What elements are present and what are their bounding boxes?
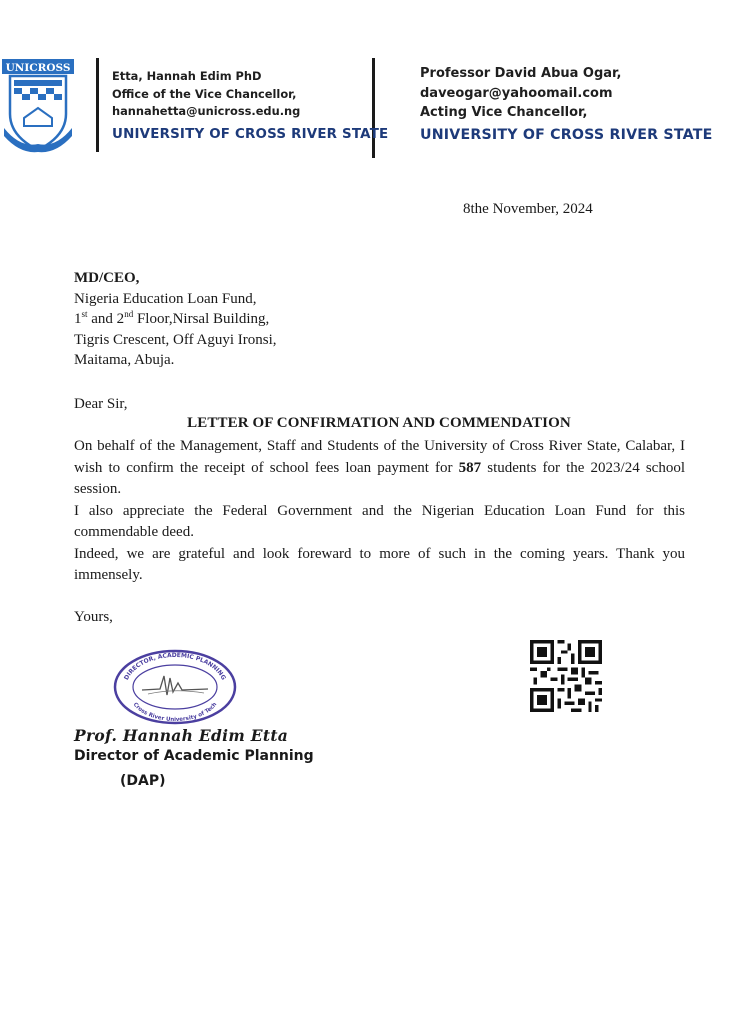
- p1-text-start: On behalf of the Management, Staff and Students of the University of Cross River State, Calabar, I wish to confirm the receipt of school fees loan payment for: [74, 438, 685, 476]
- student-count: 587: [458, 459, 482, 476]
- recipient-address: [74, 268, 277, 371]
- logo-text: UNICROSS: [5, 62, 71, 74]
- header-right-block: [420, 64, 712, 145]
- qr-code: [530, 640, 602, 712]
- floor-second: and 2: [87, 311, 125, 327]
- floor-building: Floor,Nirsal Building,: [133, 311, 270, 327]
- body-paragraph-3: Indeed, we are grateful and look foreward to more of such in the coming years. Thank you immensely.: [74, 545, 685, 583]
- signatory-name: Prof. Hannah Edim Etta: [74, 726, 289, 745]
- svg-text:Cross River University of Tech: [132, 702, 219, 723]
- p1-text-end: students for the 2023/24 school session.: [74, 459, 685, 497]
- left-university: UNIVERSITY OF CROSS RIVER STATE: [112, 126, 389, 142]
- svg-text:DIRECTOR, ACADEMIC PLANNING: [123, 652, 227, 681]
- signatory-abbreviation: (DAP): [120, 773, 166, 789]
- left-email: hannahetta@unicross.edu.ng: [112, 104, 301, 118]
- letter-body: [74, 436, 685, 587]
- right-email: daveogar@yahoomail.com: [420, 85, 613, 101]
- stamp-top-text: DIRECTOR, ACADEMIC PLANNING: [122, 651, 228, 682]
- university-logo: [0, 56, 78, 156]
- recipient-floor: [74, 309, 277, 330]
- header-left-block: [112, 68, 388, 143]
- body-paragraph-2: I also appreciate the Federal Government and the Nigerian Education Loan Fund for this commendable deed.: [74, 502, 685, 540]
- letter-subject: LETTER OF CONFIRMATION AND COMMENDATION: [187, 415, 571, 431]
- recipient-city: Maitama, Abuja.: [74, 352, 175, 368]
- official-stamp: [112, 648, 238, 726]
- recipient-street: Tigris Crescent, Off Aguyi Ironsi,: [74, 331, 277, 348]
- right-name: Professor David Abua Ogar,: [420, 66, 622, 81]
- header-divider-left: [96, 58, 99, 152]
- left-office: Office of the Vice Chancellor,: [112, 86, 297, 101]
- floor-first-sup: st: [81, 309, 88, 319]
- body-paragraph-1: [74, 436, 685, 501]
- letter-date: 8the November, 2024: [463, 201, 593, 217]
- closing: Yours,: [74, 609, 113, 625]
- signatory-title: Director of Academic Planning: [74, 748, 314, 764]
- recipient-org: Nigeria Education Loan Fund,: [74, 290, 257, 307]
- right-role: Acting Vice Chancellor,: [420, 105, 588, 120]
- recipient-title: MD/CEO,: [74, 270, 140, 286]
- right-university: UNIVERSITY OF CROSS RIVER STATE: [420, 126, 713, 143]
- floor-second-sup: nd: [124, 309, 134, 319]
- left-name: Etta, Hannah Edim PhD: [112, 69, 262, 83]
- stamp-bottom-text: Cross River University of Tech: [131, 701, 219, 724]
- salutation: Dear Sir,: [74, 396, 128, 412]
- floor-first: 1: [74, 311, 82, 327]
